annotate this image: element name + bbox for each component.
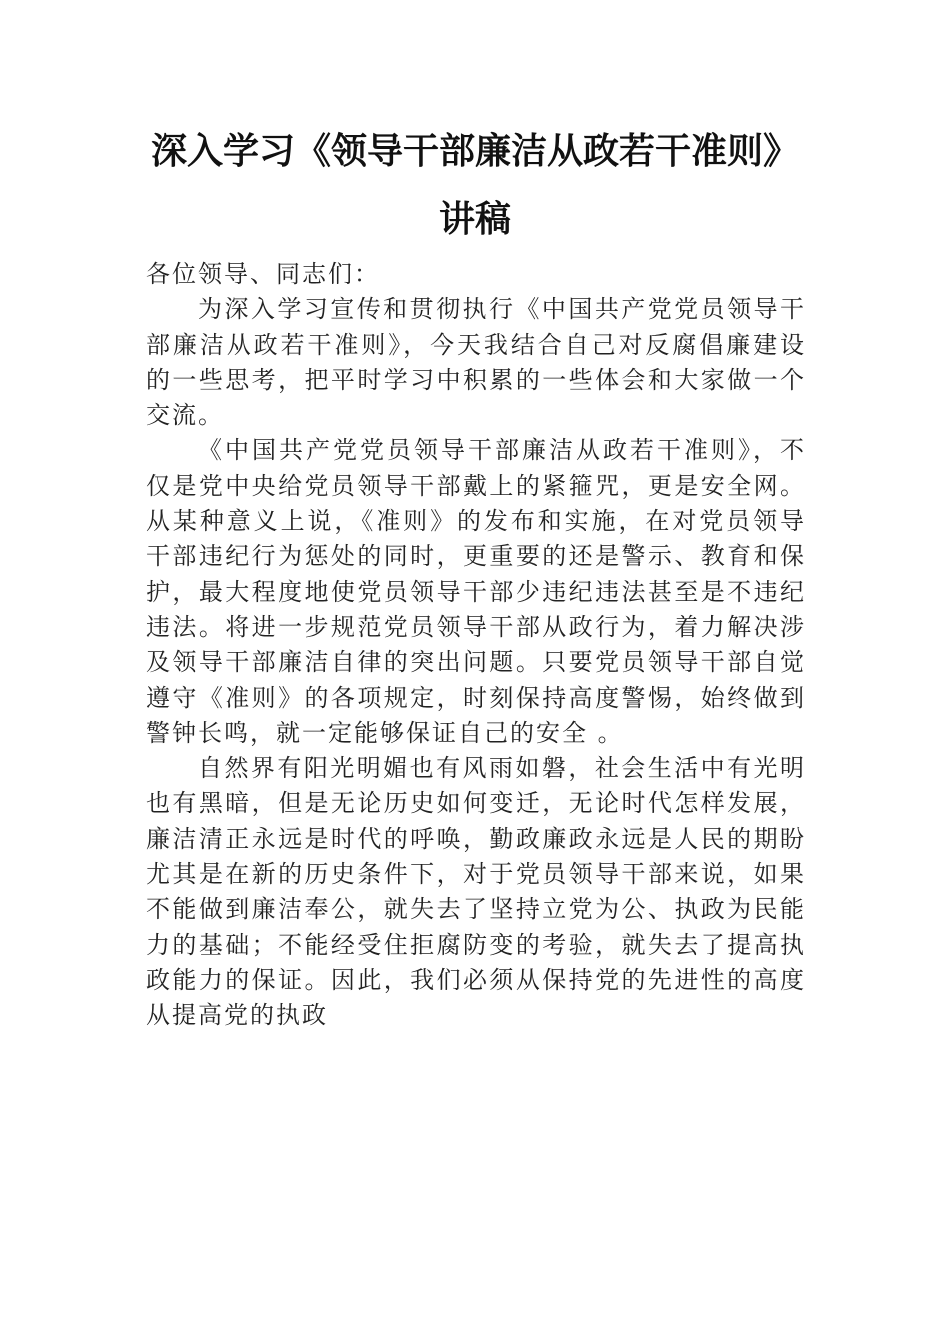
paragraph-line: 自然界有阳光明媚也有风雨如磐，社会生活中有光明: [198, 754, 806, 783]
paragraph-line: 《中国共产党党员领导干部廉洁从政若干准则》，不: [198, 436, 806, 465]
paragraph-line: 违法。将进一步规范党员领导干部从政行为，着力解决涉: [146, 612, 806, 641]
paragraph-line: 护，最大程度地使党员领导干部少违纪违法甚至是不违纪: [146, 577, 806, 606]
paragraph-line: 的一些思考，把平时学习中积累的一些体会和大家做一个: [146, 365, 806, 394]
paragraph-line: 部廉洁从政若干准则》，今天我结合自己对反腐倡廉建设: [146, 330, 806, 359]
paragraph-2: [146, 433, 806, 751]
paragraph-line: 政能力的保证。因此，我们必须从保持党的先进性的高度: [146, 965, 806, 994]
paragraph-line: 遵守《准则》的各项规定，时刻保持高度警惕，始终做到: [146, 683, 806, 712]
page-title: 深入学习《领导干部廉洁从政若干准则》: [150, 130, 799, 172]
paragraph-line: 从某种意义上说，《准则》的发布和实施，在对党员领导: [146, 507, 806, 536]
paragraph-line: 交流。: [146, 401, 224, 430]
paragraph-3: [146, 751, 806, 1033]
paragraph-line: 仅是党中央给党员领导干部戴上的紧箍咒，更是安全网。: [146, 471, 806, 500]
paragraph-line: 廉洁清正永远是时代的呼唤，勤政廉政永远是人民的期盼: [146, 824, 806, 853]
paragraph-line: 及领导干部廉洁自律的突出问题。只要党员领导干部自觉: [146, 648, 806, 677]
paragraph-line: 不能做到廉洁奉公，就失去了坚持立党为公、执政为民能: [146, 895, 806, 924]
document-body: [146, 257, 806, 1034]
page-subtitle: 讲稿: [438, 198, 511, 240]
paragraph-line: 尤其是在新的历史条件下，对于党员领导干部来说，如果: [146, 860, 806, 889]
paragraph-line: 警钟长鸣，就一定能够保证自己的安全 。: [146, 718, 624, 747]
paragraph-line: 为深入学习宣传和贯彻执行《中国共产党党员领导干: [198, 295, 806, 324]
paragraph-line: 从提高党的执政: [146, 1001, 328, 1030]
paragraph-1: [146, 292, 806, 433]
salutation: 各位领导、同志们：: [146, 260, 380, 288]
paragraph-line: 力的基础；不能经受住拒腐防变的考验，就失去了提高执: [146, 930, 806, 959]
paragraph-line: 也有黑暗，但是无论历史如何变迁，无论时代怎样发展，: [146, 789, 806, 818]
paragraph-line: 干部违纪行为惩处的同时，更重要的还是警示、教育和保: [146, 542, 806, 571]
